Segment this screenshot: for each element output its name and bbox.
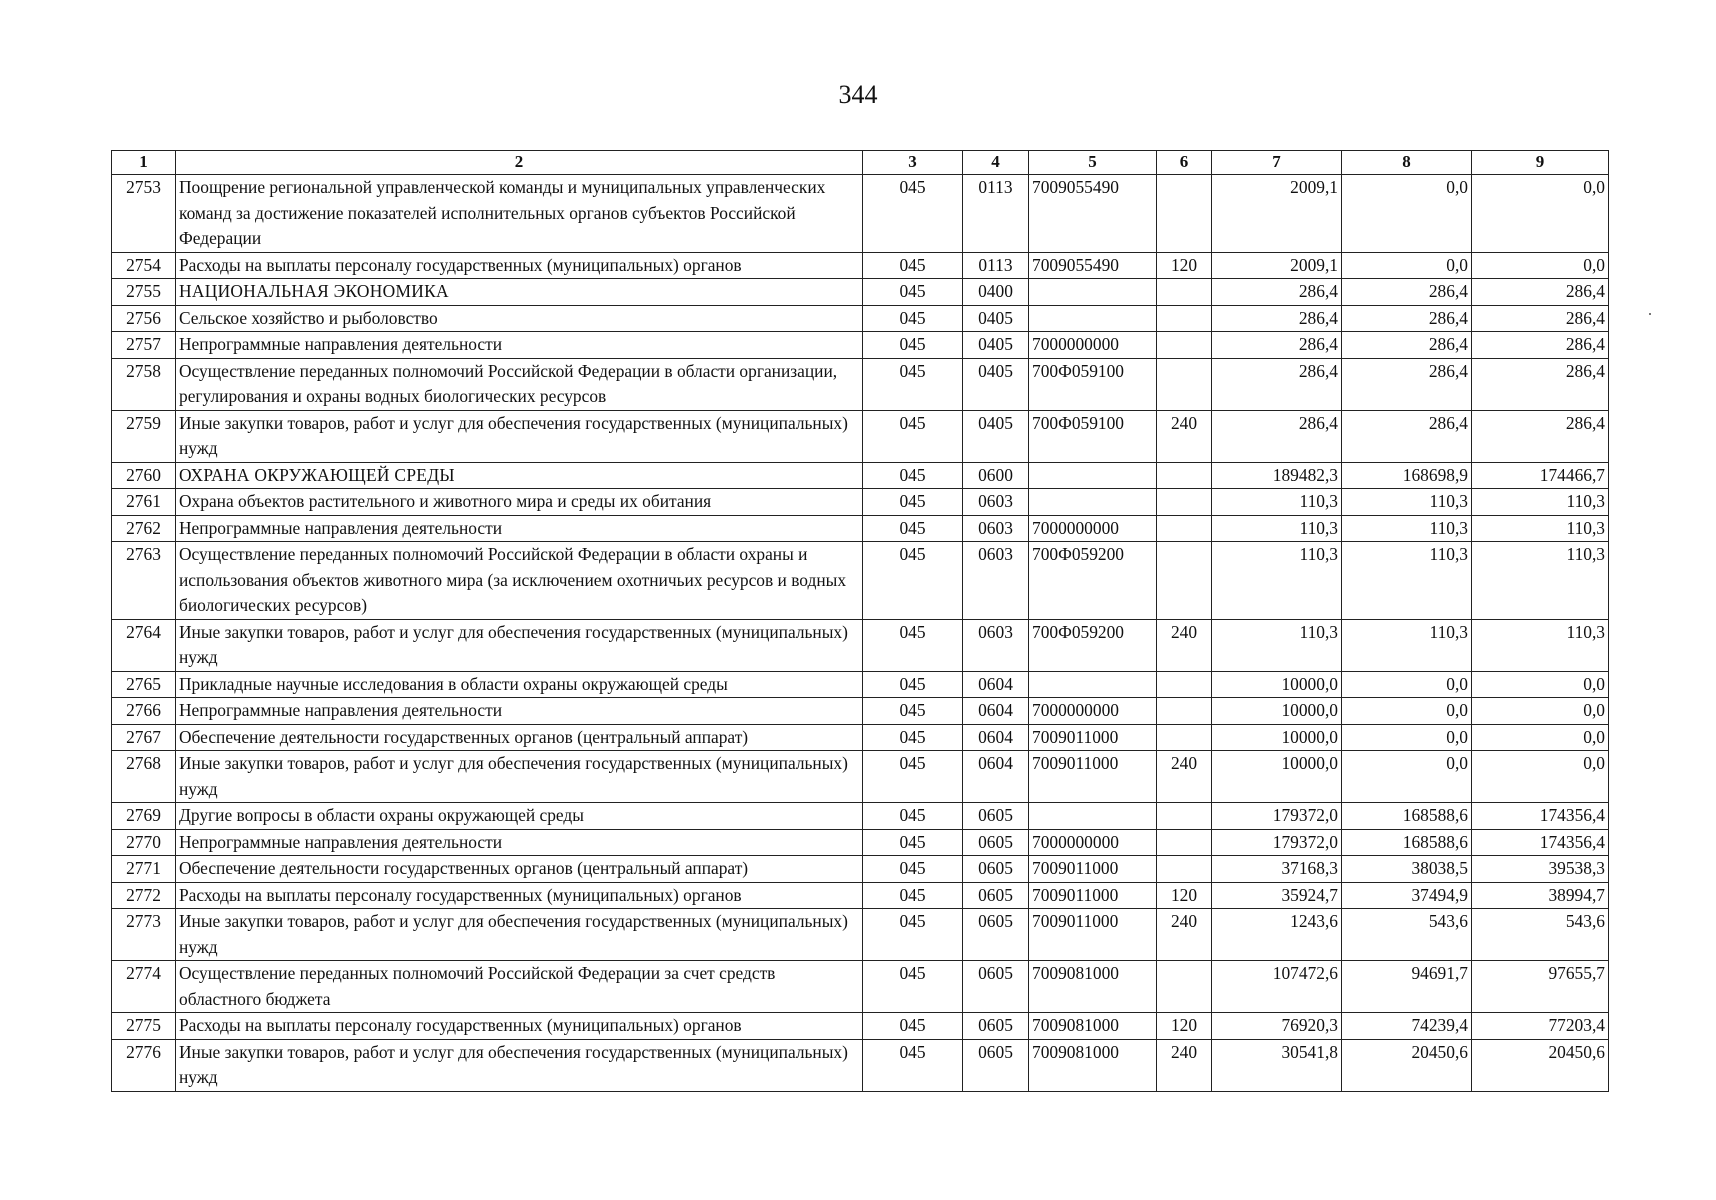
cell-admin-code: 045	[863, 279, 963, 306]
cell-row-number: 2767	[112, 724, 176, 751]
table-row	[112, 279, 1609, 306]
cell-amount-col8: 20450,6	[1342, 1039, 1472, 1091]
cell-section-code: 0605	[963, 856, 1029, 883]
table-row	[112, 1039, 1609, 1091]
cell-row-number: 2771	[112, 856, 176, 883]
cell-section-code: 0605	[963, 803, 1029, 830]
cell-section-code: 0605	[963, 1013, 1029, 1040]
cell-row-number: 2773	[112, 909, 176, 961]
cell-row-number: 2772	[112, 882, 176, 909]
cell-admin-code: 045	[863, 462, 963, 489]
cell-amount-col9: 97655,7	[1472, 961, 1609, 1013]
cell-item-name: Иные закупки товаров, работ и услуг для обеспечения государственных (муниципальных) нужд	[176, 909, 863, 961]
cell-item-name: Расходы на выплаты персоналу государственных (муниципальных) органов	[176, 1013, 863, 1040]
cell-amount-col7: 1243,6	[1212, 909, 1342, 961]
cell-expense-type	[1157, 542, 1212, 620]
cell-item-name: Обеспечение деятельности государственных органов (центральный аппарат)	[176, 724, 863, 751]
cell-target-article: 7000000000	[1029, 829, 1157, 856]
cell-row-number: 2753	[112, 175, 176, 253]
cell-section-code: 0605	[963, 882, 1029, 909]
cell-expense-type	[1157, 961, 1212, 1013]
cell-amount-col8: 37494,9	[1342, 882, 1472, 909]
table-row	[112, 698, 1609, 725]
cell-item-name: Иные закупки товаров, работ и услуг для обеспечения государственных (муниципальных) нужд	[176, 619, 863, 671]
cell-row-number: 2755	[112, 279, 176, 306]
cell-amount-col9: 0,0	[1472, 751, 1609, 803]
cell-target-article	[1029, 489, 1157, 516]
cell-section-code: 0600	[963, 462, 1029, 489]
cell-admin-code: 045	[863, 252, 963, 279]
column-header-7: 7	[1212, 151, 1342, 175]
cell-amount-col9: 0,0	[1472, 175, 1609, 253]
cell-row-number: 2762	[112, 515, 176, 542]
cell-expense-type: 240	[1157, 751, 1212, 803]
cell-item-name: ОХРАНА ОКРУЖАЮЩЕЙ СРЕДЫ	[176, 462, 863, 489]
cell-amount-col9: 543,6	[1472, 909, 1609, 961]
cell-item-name: Поощрение региональной управленческой команды и муниципальных управленческих команд за достижение показателей исполнительных органов субъектов Российской Федерации	[176, 175, 863, 253]
cell-amount-col9: 110,3	[1472, 542, 1609, 620]
cell-target-article: 7009081000	[1029, 1039, 1157, 1091]
cell-admin-code: 045	[863, 175, 963, 253]
cell-amount-col7: 110,3	[1212, 489, 1342, 516]
cell-expense-type: 240	[1157, 909, 1212, 961]
cell-target-article: 7009011000	[1029, 909, 1157, 961]
cell-section-code: 0604	[963, 698, 1029, 725]
cell-row-number: 2758	[112, 358, 176, 410]
table-row	[112, 751, 1609, 803]
column-header-8: 8	[1342, 151, 1472, 175]
budget-table	[111, 150, 1609, 1092]
cell-amount-col7: 10000,0	[1212, 751, 1342, 803]
cell-section-code: 0604	[963, 751, 1029, 803]
cell-item-name: Непрограммные направления деятельности	[176, 515, 863, 542]
cell-item-name: Охрана объектов растительного и животного мира и среды их обитания	[176, 489, 863, 516]
column-header-4: 4	[963, 151, 1029, 175]
cell-amount-col8: 286,4	[1342, 305, 1472, 332]
cell-amount-col7: 107472,6	[1212, 961, 1342, 1013]
table-row	[112, 671, 1609, 698]
table-row	[112, 856, 1609, 883]
cell-target-article: 7009081000	[1029, 1013, 1157, 1040]
cell-section-code: 0405	[963, 410, 1029, 462]
cell-expense-type: 120	[1157, 882, 1212, 909]
cell-amount-col7: 286,4	[1212, 410, 1342, 462]
cell-item-name: Расходы на выплаты персоналу государственных (муниципальных) органов	[176, 882, 863, 909]
cell-row-number: 2774	[112, 961, 176, 1013]
cell-target-article	[1029, 671, 1157, 698]
cell-amount-col7: 286,4	[1212, 332, 1342, 359]
cell-expense-type: 120	[1157, 252, 1212, 279]
cell-amount-col9: 38994,7	[1472, 882, 1609, 909]
cell-amount-col9: 0,0	[1472, 698, 1609, 725]
cell-admin-code: 045	[863, 515, 963, 542]
cell-admin-code: 045	[863, 698, 963, 725]
cell-amount-col7: 35924,7	[1212, 882, 1342, 909]
column-header-6: 6	[1157, 151, 1212, 175]
header-row	[112, 151, 1609, 175]
cell-item-name: Осуществление переданных полномочий Российской Федерации в области организации, регулирования и охраны водных биологических ресурсов	[176, 358, 863, 410]
cell-amount-col8: 168588,6	[1342, 803, 1472, 830]
cell-amount-col9: 110,3	[1472, 619, 1609, 671]
cell-amount-col7: 30541,8	[1212, 1039, 1342, 1091]
cell-amount-col9: 286,4	[1472, 410, 1609, 462]
cell-target-article	[1029, 462, 1157, 489]
table-row	[112, 175, 1609, 253]
table-row	[112, 619, 1609, 671]
cell-expense-type	[1157, 829, 1212, 856]
table-row	[112, 1013, 1609, 1040]
cell-item-name: Непрограммные направления деятельности	[176, 829, 863, 856]
table-row	[112, 332, 1609, 359]
cell-expense-type	[1157, 175, 1212, 253]
cell-section-code: 0405	[963, 332, 1029, 359]
cell-admin-code: 045	[863, 542, 963, 620]
column-header-3: 3	[863, 151, 963, 175]
cell-amount-col7: 179372,0	[1212, 829, 1342, 856]
cell-admin-code: 045	[863, 671, 963, 698]
cell-target-article: 700Ф059200	[1029, 619, 1157, 671]
cell-item-name: Иные закупки товаров, работ и услуг для обеспечения государственных (муниципальных) нужд	[176, 751, 863, 803]
cell-amount-col7: 76920,3	[1212, 1013, 1342, 1040]
cell-amount-col9: 20450,6	[1472, 1039, 1609, 1091]
cell-amount-col7: 110,3	[1212, 619, 1342, 671]
cell-expense-type	[1157, 305, 1212, 332]
cell-row-number: 2776	[112, 1039, 176, 1091]
page-number: 344	[838, 80, 878, 109]
cell-expense-type	[1157, 724, 1212, 751]
table-row	[112, 358, 1609, 410]
cell-amount-col9: 286,4	[1472, 279, 1609, 306]
cell-amount-col7: 10000,0	[1212, 698, 1342, 725]
cell-section-code: 0113	[963, 175, 1029, 253]
cell-section-code: 0603	[963, 619, 1029, 671]
cell-row-number: 2757	[112, 332, 176, 359]
cell-amount-col7: 286,4	[1212, 358, 1342, 410]
cell-amount-col8: 168698,9	[1342, 462, 1472, 489]
cell-row-number: 2764	[112, 619, 176, 671]
column-header-5: 5	[1029, 151, 1157, 175]
cell-section-code: 0603	[963, 515, 1029, 542]
cell-section-code: 0405	[963, 358, 1029, 410]
cell-item-name: Осуществление переданных полномочий Российской Федерации за счет средств областного бюджета	[176, 961, 863, 1013]
cell-row-number: 2763	[112, 542, 176, 620]
cell-amount-col9: 174466,7	[1472, 462, 1609, 489]
table-row	[112, 961, 1609, 1013]
cell-amount-col9: 77203,4	[1472, 1013, 1609, 1040]
cell-admin-code: 045	[863, 332, 963, 359]
cell-item-name: Иные закупки товаров, работ и услуг для обеспечения государственных (муниципальных) нужд	[176, 410, 863, 462]
cell-item-name: Сельское хозяйство и рыболовство	[176, 305, 863, 332]
cell-amount-col7: 2009,1	[1212, 175, 1342, 253]
cell-admin-code: 045	[863, 882, 963, 909]
cell-item-name: Прикладные научные исследования в области охраны окружающей среды	[176, 671, 863, 698]
cell-amount-col9: 174356,4	[1472, 803, 1609, 830]
cell-section-code: 0400	[963, 279, 1029, 306]
cell-expense-type	[1157, 856, 1212, 883]
cell-amount-col7: 110,3	[1212, 515, 1342, 542]
cell-expense-type: 240	[1157, 619, 1212, 671]
table-row	[112, 542, 1609, 620]
cell-target-article: 7009011000	[1029, 724, 1157, 751]
cell-target-article: 7009081000	[1029, 961, 1157, 1013]
cell-admin-code: 045	[863, 1039, 963, 1091]
cell-amount-col9: 286,4	[1472, 332, 1609, 359]
cell-section-code: 0605	[963, 909, 1029, 961]
cell-amount-col8: 168588,6	[1342, 829, 1472, 856]
cell-amount-col7: 10000,0	[1212, 671, 1342, 698]
cell-expense-type: 240	[1157, 1039, 1212, 1091]
cell-admin-code: 045	[863, 751, 963, 803]
column-header-1: 1	[112, 151, 176, 175]
cell-admin-code: 045	[863, 1013, 963, 1040]
cell-amount-col8: 0,0	[1342, 175, 1472, 253]
cell-section-code: 0605	[963, 829, 1029, 856]
cell-amount-col8: 286,4	[1342, 279, 1472, 306]
cell-admin-code: 045	[863, 619, 963, 671]
cell-row-number: 2769	[112, 803, 176, 830]
cell-admin-code: 045	[863, 305, 963, 332]
table-row	[112, 410, 1609, 462]
cell-admin-code: 045	[863, 724, 963, 751]
cell-expense-type	[1157, 279, 1212, 306]
cell-amount-col7: 189482,3	[1212, 462, 1342, 489]
cell-amount-col8: 110,3	[1342, 619, 1472, 671]
cell-amount-col7: 179372,0	[1212, 803, 1342, 830]
cell-target-article: 7009011000	[1029, 751, 1157, 803]
cell-expense-type: 120	[1157, 1013, 1212, 1040]
cell-expense-type: 240	[1157, 410, 1212, 462]
cell-amount-col9: 0,0	[1472, 252, 1609, 279]
cell-amount-col8: 0,0	[1342, 671, 1472, 698]
cell-item-name: НАЦИОНАЛЬНАЯ ЭКОНОМИКА	[176, 279, 863, 306]
cell-amount-col7: 2009,1	[1212, 252, 1342, 279]
cell-section-code: 0603	[963, 489, 1029, 516]
cell-row-number: 2759	[112, 410, 176, 462]
cell-section-code: 0113	[963, 252, 1029, 279]
cell-amount-col9: 0,0	[1472, 724, 1609, 751]
table-row	[112, 489, 1609, 516]
cell-amount-col8: 0,0	[1342, 698, 1472, 725]
cell-amount-col8: 94691,7	[1342, 961, 1472, 1013]
cell-amount-col8: 286,4	[1342, 358, 1472, 410]
cell-section-code: 0405	[963, 305, 1029, 332]
cell-section-code: 0604	[963, 671, 1029, 698]
cell-row-number: 2775	[112, 1013, 176, 1040]
cell-amount-col9: 0,0	[1472, 671, 1609, 698]
table-row	[112, 803, 1609, 830]
cell-admin-code: 045	[863, 358, 963, 410]
cell-row-number: 2760	[112, 462, 176, 489]
cell-target-article: 7000000000	[1029, 332, 1157, 359]
cell-expense-type	[1157, 698, 1212, 725]
cell-row-number: 2754	[112, 252, 176, 279]
cell-target-article: 700Ф059200	[1029, 542, 1157, 620]
cell-row-number: 2766	[112, 698, 176, 725]
cell-item-name: Непрограммные направления деятельности	[176, 698, 863, 725]
table-row	[112, 909, 1609, 961]
cell-target-article: 700Ф059100	[1029, 358, 1157, 410]
cell-target-article: 7009011000	[1029, 856, 1157, 883]
table-row	[112, 515, 1609, 542]
cell-amount-col9: 174356,4	[1472, 829, 1609, 856]
scan-speck	[1649, 313, 1651, 315]
cell-amount-col7: 286,4	[1212, 279, 1342, 306]
cell-section-code: 0605	[963, 961, 1029, 1013]
cell-amount-col7: 286,4	[1212, 305, 1342, 332]
cell-row-number: 2768	[112, 751, 176, 803]
cell-amount-col8: 543,6	[1342, 909, 1472, 961]
cell-amount-col8: 74239,4	[1342, 1013, 1472, 1040]
cell-item-name: Иные закупки товаров, работ и услуг для обеспечения государственных (муниципальных) нужд	[176, 1039, 863, 1091]
cell-amount-col8: 110,3	[1342, 515, 1472, 542]
cell-item-name: Расходы на выплаты персоналу государственных (муниципальных) органов	[176, 252, 863, 279]
cell-admin-code: 045	[863, 961, 963, 1013]
cell-amount-col9: 110,3	[1472, 515, 1609, 542]
cell-target-article: 7009055490	[1029, 175, 1157, 253]
cell-amount-col8: 286,4	[1342, 332, 1472, 359]
cell-section-code: 0603	[963, 542, 1029, 620]
cell-admin-code: 045	[863, 856, 963, 883]
cell-expense-type	[1157, 489, 1212, 516]
cell-amount-col7: 37168,3	[1212, 856, 1342, 883]
cell-expense-type	[1157, 462, 1212, 489]
cell-target-article	[1029, 803, 1157, 830]
cell-target-article	[1029, 305, 1157, 332]
cell-row-number: 2756	[112, 305, 176, 332]
cell-target-article: 700Ф059100	[1029, 410, 1157, 462]
cell-expense-type	[1157, 332, 1212, 359]
cell-row-number: 2765	[112, 671, 176, 698]
cell-amount-col7: 10000,0	[1212, 724, 1342, 751]
cell-expense-type	[1157, 515, 1212, 542]
table-body	[112, 175, 1609, 1092]
table-row	[112, 724, 1609, 751]
cell-expense-type	[1157, 671, 1212, 698]
table-row	[112, 305, 1609, 332]
cell-amount-col8: 110,3	[1342, 489, 1472, 516]
cell-row-number: 2761	[112, 489, 176, 516]
cell-target-article: 7000000000	[1029, 515, 1157, 542]
cell-target-article: 7009011000	[1029, 882, 1157, 909]
cell-item-name: Другие вопросы в области охраны окружающей среды	[176, 803, 863, 830]
cell-amount-col8: 0,0	[1342, 724, 1472, 751]
cell-target-article	[1029, 279, 1157, 306]
cell-target-article: 7000000000	[1029, 698, 1157, 725]
cell-admin-code: 045	[863, 489, 963, 516]
table-row	[112, 252, 1609, 279]
cell-item-name: Осуществление переданных полномочий Российской Федерации в области охраны и использования объектов животного мира (за исключением охотничьих ресурсов и водных биологических ресурсов)	[176, 542, 863, 620]
cell-section-code: 0604	[963, 724, 1029, 751]
cell-amount-col9: 286,4	[1472, 358, 1609, 410]
cell-expense-type	[1157, 803, 1212, 830]
cell-amount-col8: 0,0	[1342, 751, 1472, 803]
cell-row-number: 2770	[112, 829, 176, 856]
cell-amount-col8: 0,0	[1342, 252, 1472, 279]
cell-item-name: Обеспечение деятельности государственных органов (центральный аппарат)	[176, 856, 863, 883]
cell-admin-code: 045	[863, 410, 963, 462]
table-row	[112, 462, 1609, 489]
cell-target-article: 7009055490	[1029, 252, 1157, 279]
cell-amount-col8: 38038,5	[1342, 856, 1472, 883]
cell-admin-code: 045	[863, 909, 963, 961]
cell-item-name: Непрограммные направления деятельности	[176, 332, 863, 359]
cell-amount-col7: 110,3	[1212, 542, 1342, 620]
table-row	[112, 829, 1609, 856]
cell-amount-col9: 39538,3	[1472, 856, 1609, 883]
table-row	[112, 882, 1609, 909]
column-header-9: 9	[1472, 151, 1609, 175]
cell-amount-col9: 110,3	[1472, 489, 1609, 516]
cell-section-code: 0605	[963, 1039, 1029, 1091]
cell-amount-col8: 110,3	[1342, 542, 1472, 620]
cell-admin-code: 045	[863, 803, 963, 830]
cell-amount-col8: 286,4	[1342, 410, 1472, 462]
cell-expense-type	[1157, 358, 1212, 410]
cell-admin-code: 045	[863, 829, 963, 856]
column-header-2: 2	[176, 151, 863, 175]
cell-amount-col9: 286,4	[1472, 305, 1609, 332]
